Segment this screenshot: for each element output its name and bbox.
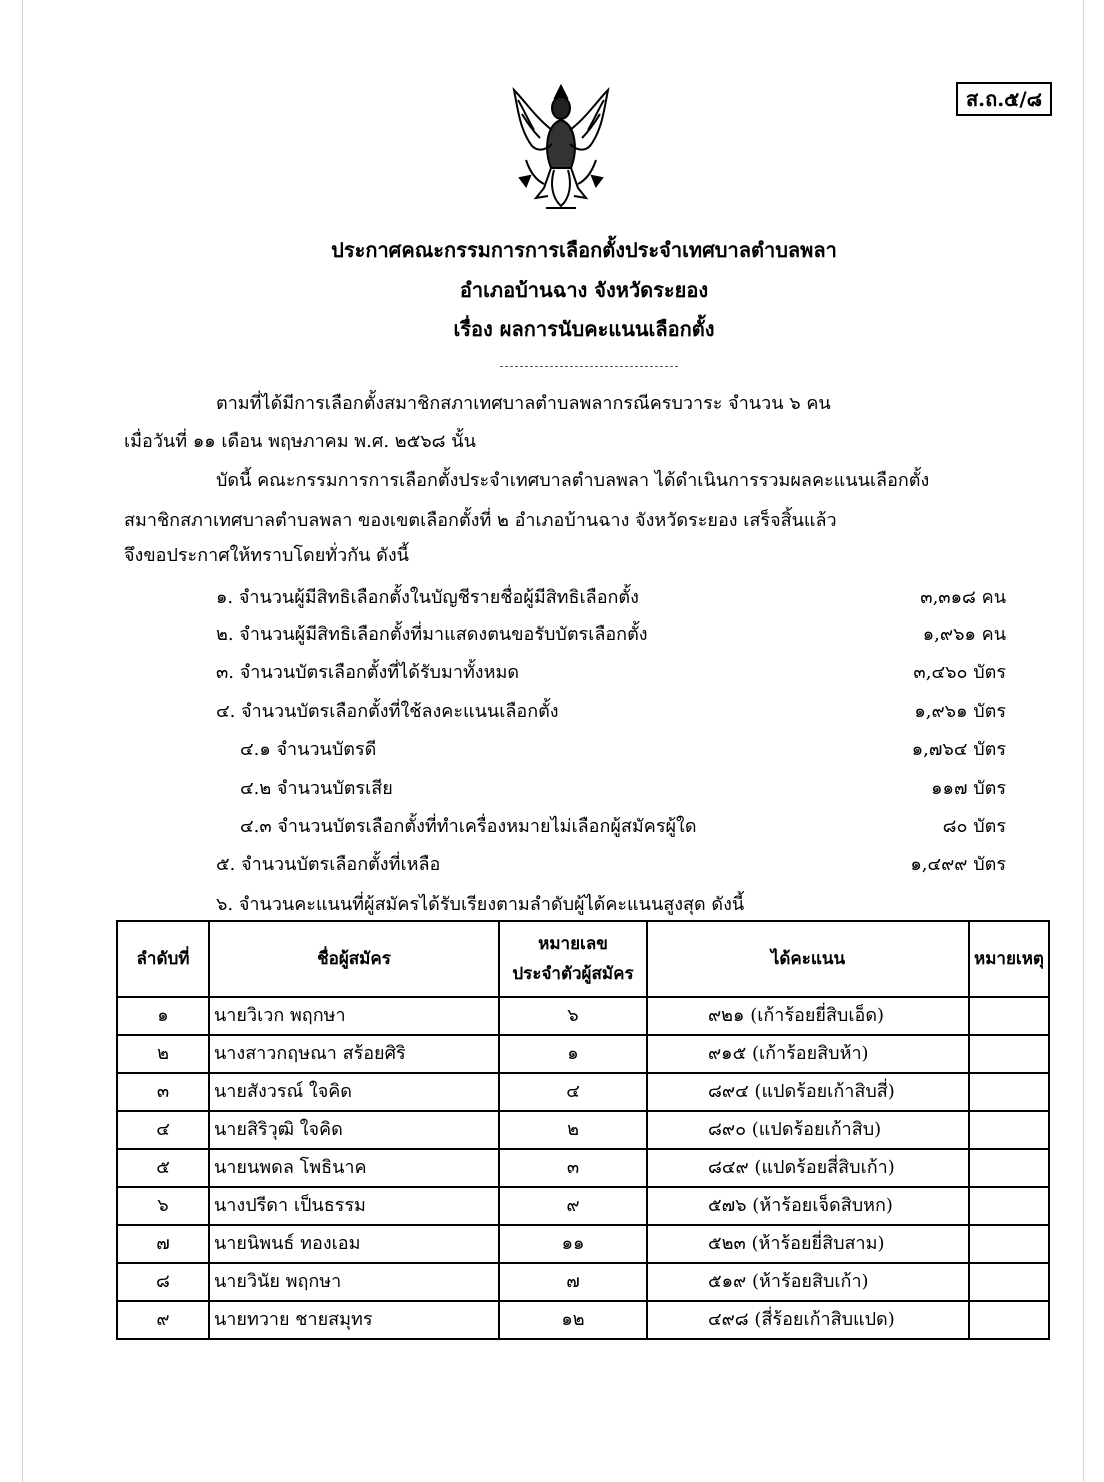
cell-number: ๔: [499, 1073, 647, 1111]
header-name: ชื่อผู้สมัคร: [209, 921, 499, 997]
table-row: [117, 1073, 1049, 1111]
stat-value-good-ballots: ๑,๗๖๔ บัตร: [911, 739, 1006, 760]
header-votes: ได้คะแนน: [647, 921, 969, 997]
stat-value-ballots-received: ๓,๔๖๐ บัตร: [913, 662, 1006, 683]
cell-name: นายวินัย พฤกษา: [209, 1263, 499, 1301]
table-intro: ๖. จำนวนคะแนนที่ผู้สมัครได้รับเรียงตามลำดับผู้ได้คะแนนสูงสุด ดังนี้: [216, 894, 745, 915]
table-row: [117, 997, 1049, 1035]
announcement-title: ประกาศคณะกรรมการการเลือกตั้งประจำเทศบาลตำบลพลา: [331, 238, 837, 262]
cell-name: นายนิพนธ์ ทองเอม: [209, 1225, 499, 1263]
cell-number: ๙: [499, 1187, 647, 1225]
cell-rank: ๖: [117, 1187, 209, 1225]
stat-label-ballots-used: ๔. จำนวนบัตรเลือกตั้งที่ใช้ลงคะแนนเลือกตั้ง: [216, 701, 559, 722]
stat-label-good-ballots: ๔.๑ จำนวนบัตรดี: [240, 739, 377, 760]
stat-value-spoiled-ballots: ๑๑๗ บัตร: [931, 778, 1006, 799]
cell-remark: [969, 1225, 1049, 1263]
header-rank: ลำดับที่: [117, 921, 209, 997]
cell-name: นายสิริวุฒิ ใจคิด: [209, 1111, 499, 1149]
cell-name: นายวิเวก พฤกษา: [209, 997, 499, 1035]
stat-value-no-vote-ballots: ๘๐ บัตร: [942, 816, 1006, 837]
cell-name: นายสังวรณ์ ใจคิด: [209, 1073, 499, 1111]
title-divider: [500, 366, 678, 367]
cell-rank: ๓: [117, 1073, 209, 1111]
cell-votes: ๘๙๐ (แปดร้อยเก้าสิบ): [647, 1111, 969, 1149]
announcement-district: อำเภอบ้านฉาง จังหวัดระยอง: [459, 278, 709, 302]
cell-name: นางสาวกฤษณา สร้อยศิริ: [209, 1035, 499, 1073]
cell-votes: ๘๔๙ (แปดร้อยสี่สิบเก้า): [647, 1149, 969, 1187]
cell-remark: [969, 997, 1049, 1035]
cell-name: นางปรีดา เป็นธรรม: [209, 1187, 499, 1225]
cell-votes: ๘๙๔ (แปดร้อยเก้าสิบสี่): [647, 1073, 969, 1111]
cell-remark: [969, 1301, 1049, 1339]
cell-remark: [969, 1263, 1049, 1301]
table-row: [117, 1035, 1049, 1073]
stat-label-spoiled-ballots: ๔.๒ จำนวนบัตรเสีย: [240, 778, 393, 799]
stat-label-turnout: ๒. จำนวนผู้มีสิทธิเลือกตั้งที่มาแสดงตนขอรับบัตรเลือกตั้ง: [216, 624, 648, 645]
cell-number: ๑: [499, 1035, 647, 1073]
cell-remark: [969, 1149, 1049, 1187]
stat-label-remaining-ballots: ๕. จำนวนบัตรเลือกตั้งที่เหลือ: [216, 854, 441, 875]
header-remark: หมายเหตุ: [969, 921, 1049, 997]
cell-rank: ๘: [117, 1263, 209, 1301]
table-row: [117, 1301, 1049, 1339]
stat-label-ballots-received: ๓. จำนวนบัตรเลือกตั้งที่ได้รับมาทั้งหมด: [216, 662, 520, 683]
stat-label-no-vote-ballots: ๔.๓ จำนวนบัตรเลือกตั้งที่ทำเครื่องหมายไม่เลือกผู้สมัครผู้ใด: [240, 816, 697, 837]
stat-value-ballots-used: ๑,๙๖๑ บัตร: [914, 701, 1006, 722]
header-number-line2: ประจำตัวผู้สมัคร: [512, 964, 634, 984]
cell-name: นายนพดล โพธินาค: [209, 1149, 499, 1187]
cell-remark: [969, 1073, 1049, 1111]
cell-number: ๒: [499, 1111, 647, 1149]
cell-remark: [969, 1187, 1049, 1225]
announcement-subject: เรื่อง ผลการนับคะแนนเลือกตั้ง: [453, 317, 715, 341]
cell-votes: ๕๗๖ (ห้าร้อยเจ็ดสิบหก): [647, 1187, 969, 1225]
cell-number: ๑๑: [499, 1225, 647, 1263]
stat-value-remaining-ballots: ๑,๔๙๙ บัตร: [910, 854, 1006, 875]
cell-number: ๖: [499, 997, 647, 1035]
table-row: [117, 1225, 1049, 1263]
cell-remark: [969, 1111, 1049, 1149]
paragraph-2-line-3: จึงขอประกาศให้ทราบโดยทั่วกัน ดังนี้: [124, 545, 409, 566]
cell-number: ๓: [499, 1149, 647, 1187]
cell-rank: ๕: [117, 1149, 209, 1187]
table-row: [117, 1187, 1049, 1225]
cell-votes: ๕๒๓ (ห้าร้อยยี่สิบสาม): [647, 1225, 969, 1263]
cell-remark: [969, 1035, 1049, 1073]
cell-rank: ๒: [117, 1035, 209, 1073]
paragraph-1-line-1: ตามที่ได้มีการเลือกตั้งสมาชิกสภาเทศบาลตำบลพลากรณีครบวาระ จำนวน ๖ คน: [216, 393, 831, 414]
header-number: [499, 921, 647, 997]
table-row: [117, 1149, 1049, 1187]
garuda-emblem-icon: [506, 80, 616, 220]
form-code-box: ส.ถ.๕/๘: [956, 82, 1052, 116]
cell-number: ๑๒: [499, 1301, 647, 1339]
paragraph-2-line-2: สมาชิกสภาเทศบาลตำบลพลา ของเขตเลือกตั้งที่ ๒ อำเภอบ้านฉาง จังหวัดระยอง เสร็จสิ้นแล้ว: [124, 510, 837, 531]
table-header-row: [117, 921, 1049, 997]
table-row: [117, 1111, 1049, 1149]
cell-rank: ๙: [117, 1301, 209, 1339]
table-row: [117, 1263, 1049, 1301]
paragraph-1-line-2: เมื่อวันที่ ๑๑ เดือน พฤษภาคม พ.ศ. ๒๕๖๘ นั้น: [124, 431, 476, 452]
stat-value-turnout: ๑,๙๖๑ คน: [922, 624, 1006, 645]
cell-votes: ๙๑๕ (เก้าร้อยสิบห้า): [647, 1035, 969, 1073]
stat-value-eligible: ๓,๓๑๘ คน: [920, 587, 1006, 608]
stat-label-eligible: ๑. จำนวนผู้มีสิทธิเลือกตั้งในบัญชีรายชื่อผู้มีสิทธิเลือกตั้ง: [216, 587, 639, 608]
results-table: [116, 920, 1050, 1340]
cell-rank: ๑: [117, 997, 209, 1035]
cell-votes: ๔๙๘ (สี่ร้อยเก้าสิบแปด): [647, 1301, 969, 1339]
cell-rank: ๔: [117, 1111, 209, 1149]
cell-number: ๗: [499, 1263, 647, 1301]
cell-votes: ๙๒๑ (เก้าร้อยยี่สิบเอ็ด): [647, 997, 969, 1035]
cell-name: นายทวาย ชายสมุทร: [209, 1301, 499, 1339]
paragraph-2-line-1: บัดนี้ คณะกรรมการการเลือกตั้งประจำเทศบาลตำบลพลา ได้ดำเนินการรวมผลคะแนนเลือกตั้ง: [216, 470, 930, 491]
cell-votes: ๕๑๙ (ห้าร้อยสิบเก้า): [647, 1263, 969, 1301]
cell-rank: ๗: [117, 1225, 209, 1263]
header-number-line1: หมายเลข: [538, 934, 608, 954]
